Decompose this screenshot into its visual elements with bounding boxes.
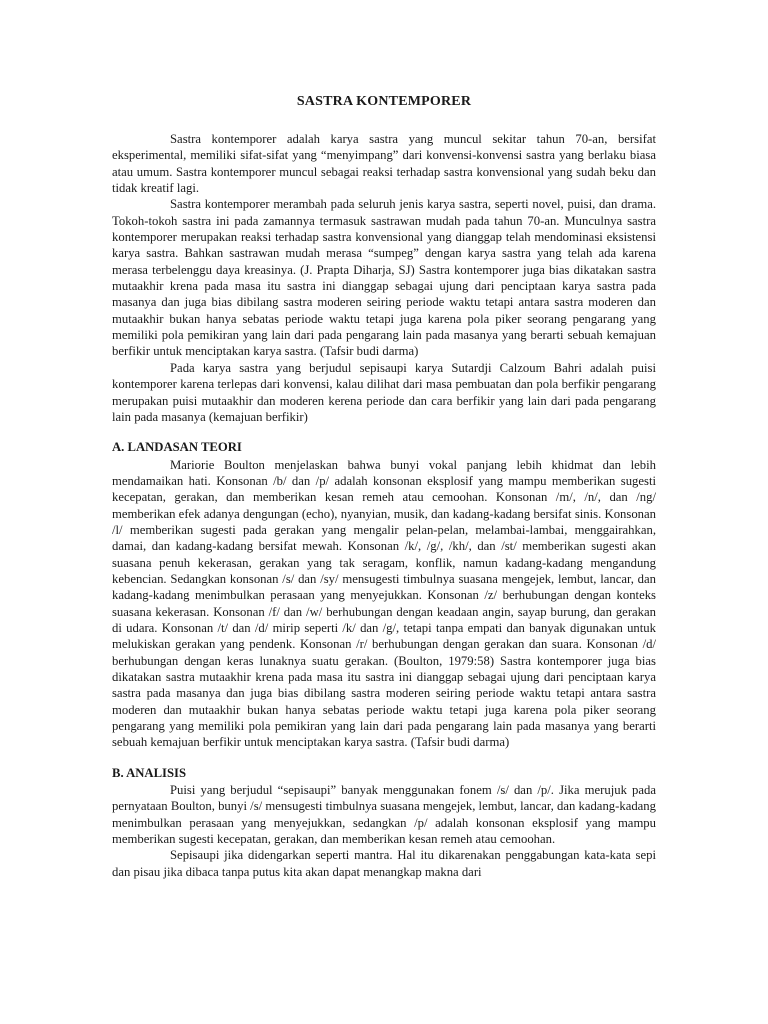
intro-paragraph-2: Sastra kontemporer merambah pada seluruh jenis karya sastra, seperti novel, puisi, dan drama. Tokoh-tokoh sastra ini pada zamannya termasuk sastrawan mudah pada tahun 70-an. Munculnya sastra kontemporer merupakan reaksi terhadap sastra konvensional yang dianggap telah mendominasi eksistensi karya sastra. Bahkan sastrawan mudah merasa “sumpeg” dengan karya sastra yang telah ada karena merasa terbelenggu daya kreasinya. (J. Prapta Diharja, SJ) Sastra kontemporer juga bias dikatakan sastra mutaakhir krena pada masa itu sastra ini dianggap sebagai ujung dari penciptaan karya sastra pada masanya dan juga bias dibilang sastra moderen seiring periode waktu tetapi antara sastra moderen dan mutaakhir bukan hanya sebatas periode waktu tetapi juga karena pola piker seorang pengarang yang memiliki pola pemikiran yang lain dari pada pengarang lain pada masanya yang berarti sebuah kemajuan berfikir untuk menciptakan karya sastra. (Tafsir budi darma) xyxy=(112,197,656,359)
analisis-paragraph-2: Sepisaupi jika didengarkan seperti mantra. Hal itu dikarenakan penggabungan kata-kata sepi dan pisau jika dibaca tanpa putus kita akan dapat menangkap makna dari xyxy=(112,848,656,879)
analisis-section xyxy=(112,782,656,880)
landasan-teori-section xyxy=(112,457,656,751)
landasan-teori-paragraph-1: Mariorie Boulton menjelaskan bahwa bunyi vokal panjang lebih khidmat dan lebih mendamaikan hati. Konsonan /b/ dan /p/ adalah konsonan eksplosif yang mampu memberikan sugesti kecepatan, gerakan, dan memberikan kesan remeh atau cemoohan. Konsonan /m/, /n/, dan /ng/ memberikan efek adanya dengungan (echo), nyanyian, musik, dan kadang-kadang bersifat sinis. Konsonan /l/ memberikan sugesti pada gerakan yang mengalir pelan-pelan, melambai-lambai, menggairahkan, damai, dan kadang-kadang bersifat mewah. Konsonan /k/, /g/, /kh/, dan /st/ memberikan sugesti akan suasana penuh kekerasan, gerakan yang tak seragam, konflik, namun kadang-kadang mengandung kebencian. Sedangkan konsonan /s/ dan /sy/ mensugesti timbulnya suasana mengejek, lembut, lancar, dan kadang-kadang menimbulkan perasaan yang menyejukkan. Konsonan /z/ berhubungan dengan konteks suasana kekerasan. Konsonan /f/ dan /w/ berhubungan dengan keadaan angin, sayap burung, dan gerakan di udara. Konsonan /t/ dan /d/ mirip seperti /k/ dan /g/, tetapi tanpa empati dan banyak digunakan untuk melukiskan gerakan yang pendenk. Konsonan /r/ berhubungan dengan gerakan dan suara. Konsonan /d/ berhubungan dengan keras lunaknya suatu gerakan. (Boulton, 1979:58) Sastra kontemporer juga bias dikatakan sastra mutaakhir krena pada masa itu sastra ini dianggap sebagai ujung dari penciptaan karya sastra pada masanya dan juga bias dibilang sastra moderen seiring periode waktu tetapi antara sastra moderen dan mutaakhir bukan hanya sebatas periode waktu tetapi juga karena pola piker seorang pengarang yang memiliki pola pemikiran yang lain dari pada pengarang lain pada masanya yang berarti sebuah kemajuan berfikir untuk menciptakan karya sastra. (Tafsir budi darma) xyxy=(112,457,656,750)
section-heading-landasan-teori: A. LANDASAN TEORI xyxy=(112,440,242,455)
document-title: SASTRA KONTEMPORER xyxy=(296,94,472,109)
document-page xyxy=(112,93,656,880)
section-heading-analisis: B. ANALISIS xyxy=(112,765,187,780)
intro-paragraph-1: Sastra kontemporer adalah karya sastra yang muncul sekitar tahun 70-an, bersifat eksperimental, memiliki sifat-sifat yang “menyimpang” dari konvensi-konvensi sastra yang berlaku biasa atau umum. Sastra kontemporer muncul sebagai reaksi terhadap sastra konvensional yang sudah beku dan tidak kreatif lagi. xyxy=(112,132,656,196)
analisis-paragraph-1: Puisi yang berjudul “sepisaupi” banyak menggunakan fonem /s/ dan /p/. Jika merujuk pada pernyataan Boulton, bunyi /s/ mensugesti timbulnya suasana mengejek, lembut, lancar, dan kadang-kadang menimbulkan perasaan yang menyejukkan, sedangkan /p/ adalah konsonan eksplosif yang mampu memberikan sugesti kecepatan, gerakan, dan memberikan kesan remeh atau cemoohan. xyxy=(112,783,656,847)
intro-section xyxy=(112,131,656,425)
intro-paragraph-3: Pada karya sastra yang berjudul sepisaupi karya Sutardji Calzoum Bahri adalah puisi kontemporer karena terlepas dari konvensi, kalau dilihat dari masa pembuatan dan pola berfikir pengarang merupakan puisi mutaakhir dan moderen kerena periode dan cara berfikir yang lain dari pada pengarang lain pada masanya (kemajuan berfikir) xyxy=(112,360,656,424)
page-bottom-edge xyxy=(0,1016,768,1024)
